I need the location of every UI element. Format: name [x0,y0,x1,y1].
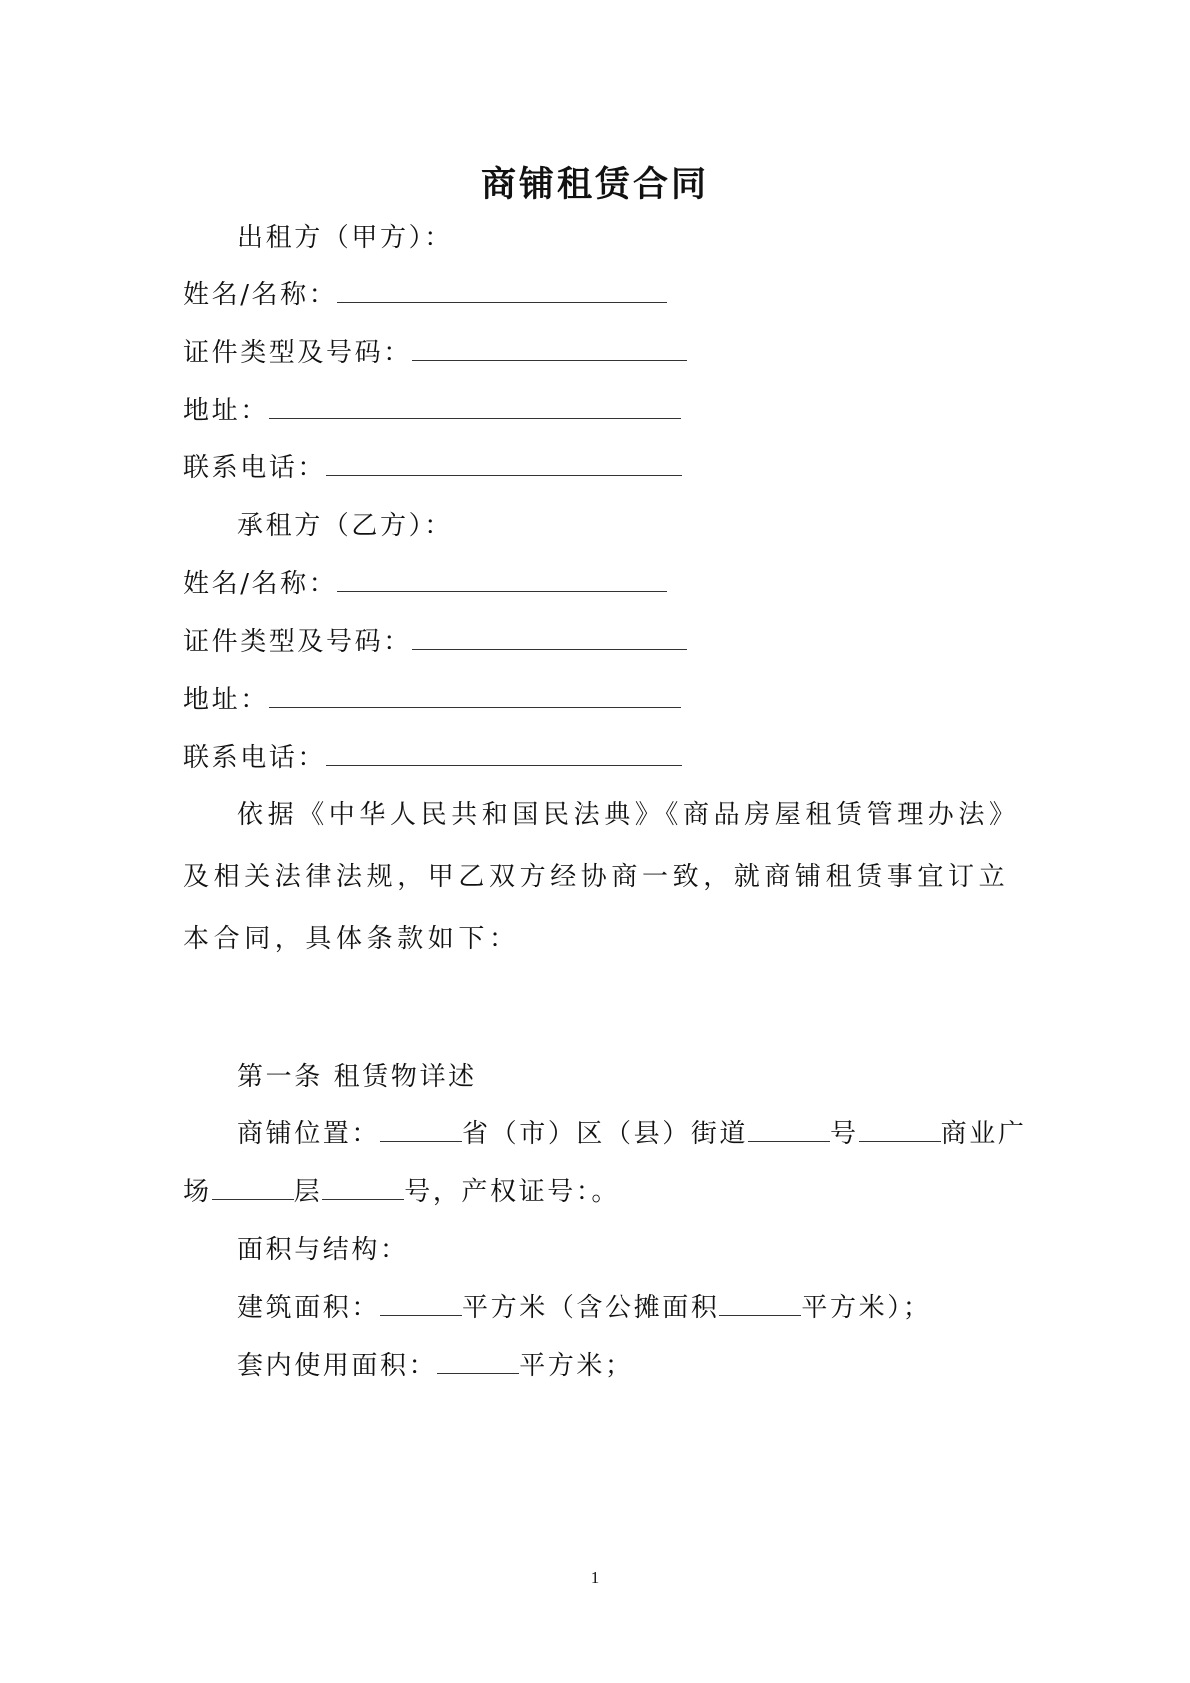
building-area-label: 建筑面积： [237,1293,381,1323]
shared-area-field[interactable] [719,1291,801,1316]
lessor-id-label: 证件类型及号码： [183,338,412,368]
lessee-address-row [183,682,681,718]
lessor-phone-row [183,450,682,486]
lessor-heading: 出租方（甲方）： [237,223,453,253]
area-heading: 面积与结构： [237,1235,409,1265]
lessee-phone-field[interactable] [326,741,682,766]
location-label: 商铺位置： [237,1119,381,1149]
lessee-name-label: 姓名/名称： [183,569,338,599]
lessor-address-row [183,393,681,429]
lessee-id-label: 证件类型及号码： [183,627,412,657]
lessor-id-field[interactable] [412,336,687,361]
location-room-text: 号，产权证号：。 [404,1177,621,1207]
location-row [237,1116,1026,1152]
lessee-heading: 承租方（乙方）： [237,511,453,541]
lessee-name-field[interactable] [337,567,667,592]
lessor-name-label: 姓名/名称： [183,280,338,310]
building-area-row [237,1290,931,1326]
lessor-name-field[interactable] [337,278,667,303]
lessee-id-row [183,624,687,660]
location-plaza-text: 商业广 [940,1119,1027,1149]
inner-area-label: 套内使用面积： [237,1351,438,1381]
lessee-address-label: 地址： [183,685,269,715]
preamble-paragraph: 依据《中华人民共和国民法典》《商品房屋租赁管理办法》及相关法律法规，甲乙双方经协商一致，就商铺租赁事宜订立本合同，具体条款如下： [183,800,1020,954]
lessor-phone-label: 联系电话： [183,453,327,483]
building-area-end-text: 平方米）； [801,1293,932,1323]
page-number: 1 [590,1568,600,1587]
lessee-phone-row [183,740,682,776]
floor-field[interactable] [212,1175,294,1200]
province-field[interactable] [380,1117,462,1142]
page-title: 商铺租赁合同 [480,165,709,205]
building-area-field[interactable] [380,1291,462,1316]
plaza-field[interactable] [859,1117,941,1142]
article1-heading: 第一条 租赁物详述 [237,1062,477,1092]
lessee-address-field[interactable] [269,683,681,708]
location-floor-text: 层 [293,1177,323,1207]
location-plaza-text-2: 场 [183,1177,212,1207]
location-province-text: 省（市）区（县）街道 [462,1119,749,1149]
inner-area-end-text: 平方米； [519,1351,634,1381]
building-area-mid-text: 平方米（含公摊面积 [462,1293,720,1323]
lessor-phone-field[interactable] [326,451,682,476]
street-number-field[interactable] [748,1117,830,1142]
lessor-id-row [183,335,687,371]
inner-area-field[interactable] [437,1349,519,1374]
location-number-text: 号 [830,1119,859,1149]
location-row-2 [183,1174,620,1210]
lessor-address-label: 地址： [183,396,269,426]
lessee-name-row [183,566,667,602]
room-number-field[interactable] [322,1175,404,1200]
lessee-phone-label: 联系电话： [183,743,327,773]
inner-area-row [237,1348,634,1384]
lessor-address-field[interactable] [269,394,681,419]
lessor-name-row [183,277,667,313]
lessee-id-field[interactable] [412,625,687,650]
